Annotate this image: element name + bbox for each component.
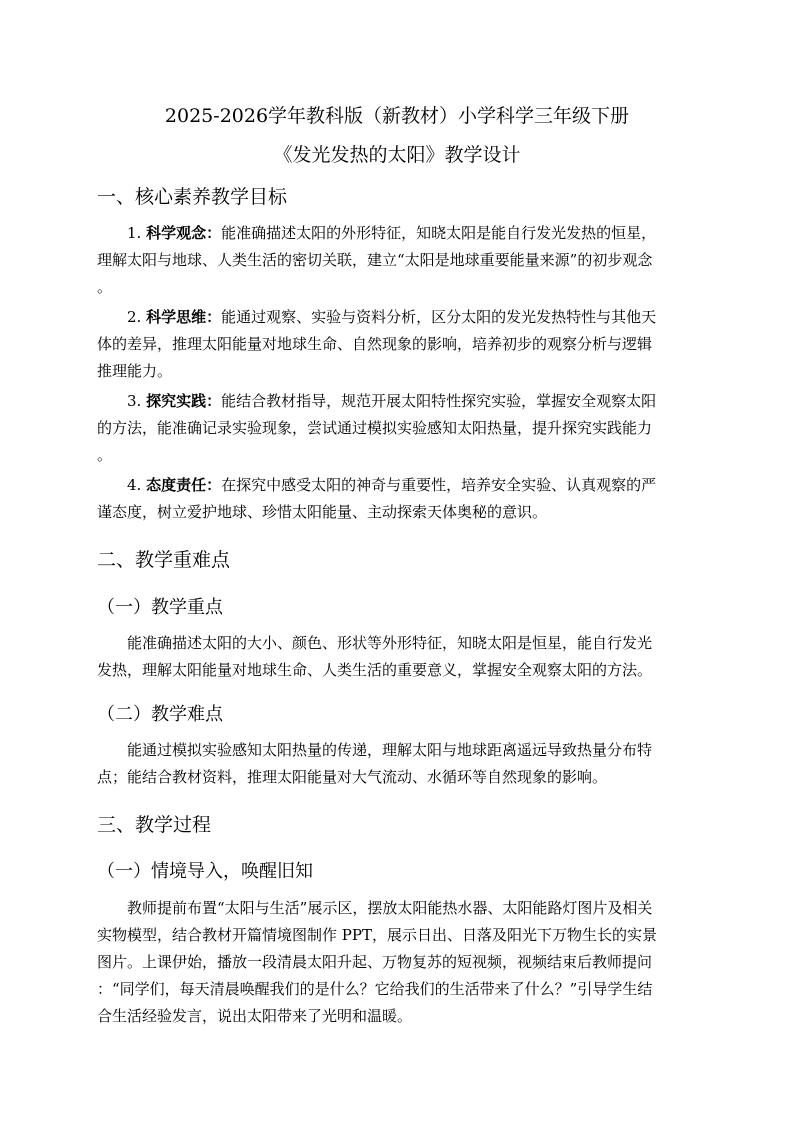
intro-line-3: 图片。上课伊始，播放一段清晨太阳升起、万物复苏的短视频，视频结束后教师提问 [97, 953, 653, 971]
objective-item-4 [97, 472, 697, 526]
section-3-heading: 三、教学过程 [97, 814, 212, 836]
section-2-heading: 二、教学重难点 [97, 549, 231, 571]
key-points-line-2: 发热，理解太阳能量对地球生命、人类生活的重要意义，掌握安全观察太阳的方法。 [97, 661, 653, 679]
key-points-line-1: 能准确描述太阳的大小、颜色、形状等外形特征，知晓太阳是恒星，能自行发光 [127, 634, 653, 652]
intro-line-2: 实物模型，结合教材开篇情境图制作 PPT，展示日出、日落及阳光下万物生长的实景 [97, 926, 657, 944]
objective-item-3-label: 探究实践： [146, 392, 222, 410]
difficult-points-line-2: 点；能结合教材资料，推理太阳能量对大气流动、水循环等自然现象的影响。 [97, 768, 608, 786]
objective-item-1-number: 1. [127, 224, 147, 242]
objective-item-1-text-3: 。 [97, 278, 113, 296]
objective-item-2-text-3: 推理能力。 [97, 362, 173, 380]
objective-item-1-text-1: 能准确描述太阳的外形特征，知晓太阳是能自行发光发热的恒星， [221, 224, 657, 242]
objective-item-3-text-3: 。 [97, 446, 113, 464]
objective-item-1-line-1 [97, 220, 697, 247]
objective-item-3-text-2: 的方法，能准确记录实验现象，尝试通过模拟实验感知太阳热量，提升探究实践能力 [97, 419, 653, 437]
objective-item-4-number: 4. [127, 476, 147, 494]
difficult-points-paragraph [97, 737, 697, 791]
objective-item-1-text-2: 理解太阳与地球、人类生活的密切关联，建立“太阳是地球重要能量来源”的初步观念 [97, 251, 653, 269]
objective-item-4-label: 态度责任： [146, 476, 222, 494]
objective-item-2-line-1 [97, 304, 697, 331]
objective-item-4-line-1 [97, 472, 697, 499]
section-1-heading: 一、核心素养教学目标 [97, 186, 288, 208]
objective-item-2-text-2: 体的差异，推理太阳能量对地球生命、自然现象的影响，培养初步的观察分析与逻辑 [97, 335, 653, 353]
intro-line-1: 教师提前布置“太阳与生活”展示区，摆放太阳能热水器、太阳能路灯图片及相关 [127, 899, 653, 917]
difficult-points-line-1: 能通过模拟实验感知太阳热量的传递，理解太阳与地球距离遥远导致热量分布特 [127, 741, 653, 759]
objective-item-2-text-1: 能通过观察、实验与资料分析，区分太阳的发光发热特性与其他天 [221, 308, 657, 326]
objective-item-1 [97, 220, 697, 301]
document-title-line-2: 《发光发热的太阳》教学设计 [273, 144, 521, 166]
section-3-sub-1-heading: （一）情境导入，唤醒旧知 [97, 861, 313, 882]
document-title-line-1: 2025-2026学年教科版（新教材）小学科学三年级下册 [164, 105, 630, 127]
objective-item-2-number: 2. [127, 308, 147, 326]
objective-item-3-number: 3. [127, 392, 147, 410]
section-2-sub-1-heading: （一）教学重点 [97, 597, 223, 618]
intro-line-5: 合生活经验发言，说出太阳带来了光明和温暖。 [97, 1007, 413, 1025]
objective-item-4-text-1: 在探究中感受太阳的神奇与重要性，培养安全实验、认真观察的严 [221, 476, 657, 494]
objective-item-2 [97, 304, 697, 385]
objective-item-3-line-1 [97, 388, 697, 415]
objective-item-2-label: 科学思维： [146, 308, 222, 326]
objective-item-1-label: 科学观念： [146, 224, 222, 242]
intro-paragraph [97, 895, 697, 1030]
section-2-sub-2-heading: （二）教学难点 [97, 704, 223, 725]
objective-item-3-text-1: 能结合教材指导，规范开展太阳特性探究实验，掌握安全观察太阳 [221, 392, 657, 410]
objective-item-3 [97, 388, 697, 469]
intro-line-4: ：“同学们，每天清晨唤醒我们的是什么？它给我们的生活带来了什么？”引导学生结 [97, 980, 653, 998]
objective-item-4-text-2: 谨态度，树立爱护地球、珍惜太阳能量、主动探索天体奥秘的意识。 [97, 503, 548, 521]
key-points-paragraph [97, 630, 697, 684]
